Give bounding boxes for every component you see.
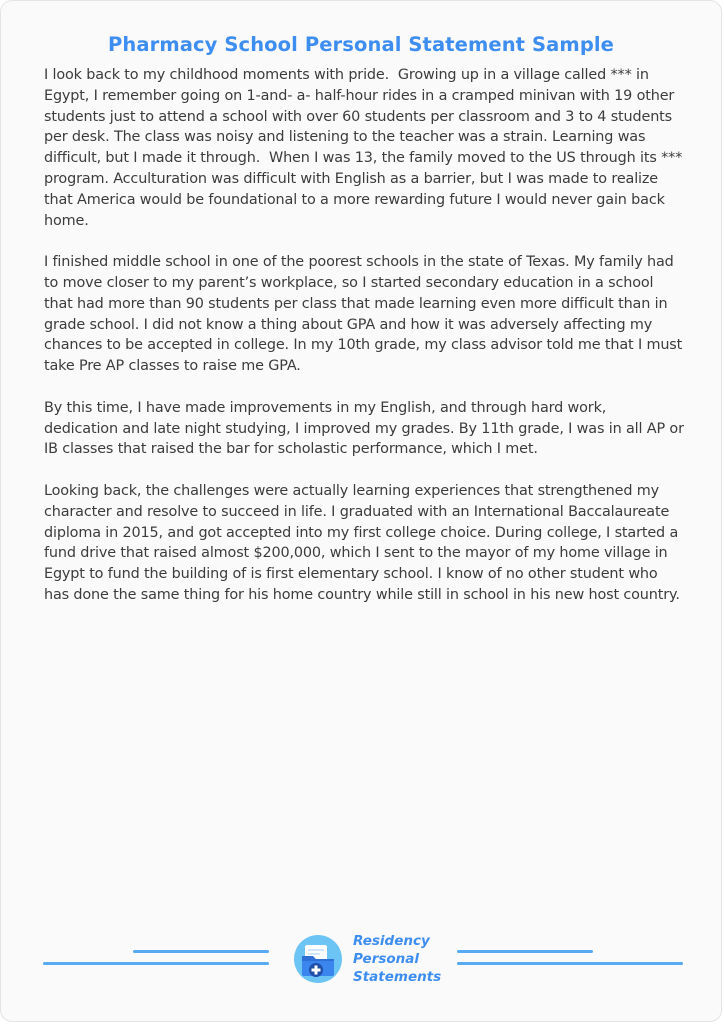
- footer-divider-left-long: [43, 962, 269, 965]
- medical-folder-icon: [293, 934, 343, 984]
- footer-divider-right-long: [457, 962, 683, 965]
- footer-divider-right-short: [457, 950, 593, 953]
- footer-divider-left-short: [133, 950, 269, 953]
- logo-line-2: Personal: [353, 951, 420, 967]
- paragraph-3: By this time, I have made improvements in my English, and through hard work, dedication and late night studying, I improved my grades. By 11th grade, I was in all AP or IB classes that raised the bar for scholastic performance, which I met.: [44, 399, 684, 458]
- paragraph-1: I look back to my childhood moments with pride. Growing up in a village called *** in Egypt, I remember going on 1-and- a- half-hour rides in a cramped minivan with 19 other students just to attend a school with over 60 students per classroom and 3 to 4 students per desk. The class was noisy and listening to the teacher was a strain. Learning was difficult, but I made it through. When I was 13, the family moved to the US through its *** program. Acculturation was difficult with English as a barrier, but I was made to realize that America would be foundational to a more rewarding future I would never gain back home.: [44, 67, 683, 229]
- logo-line-1: Residency: [353, 933, 430, 949]
- page-title: Pharmacy School Personal Statement Sample: [108, 33, 614, 56]
- statement-body: [44, 65, 684, 627]
- paragraph-2: I finished middle school in one of the poorest schools in the state of Texas. My family had to move closer to my parent’s workplace, so I started secondary education in a school that had more than 90 students per class that made learning even more difficult than in grade school. I did not know a thing about GPA and how it was adversely affecting my chances to be accepted in college. In my 10th grade, my class advisor told me that I must take Pre AP classes to raise me GPA.: [44, 254, 683, 375]
- paragraph-4: Looking back, the challenges were actually learning experiences that strengthened my character and resolve to succeed in life. I graduated with an International Baccalaureate diploma in 2015, and got accepted into my first college choice. During college, I started a fund drive that raised almost $200,000, which I sent to the mayor of my home village in Egypt to fund the building of is first elementary school. I know of no other student who has done the same thing for his home country while still in school in his new host country.: [44, 482, 680, 603]
- brand-logo-text: [353, 932, 441, 986]
- logo-line-3: Statements: [353, 969, 442, 985]
